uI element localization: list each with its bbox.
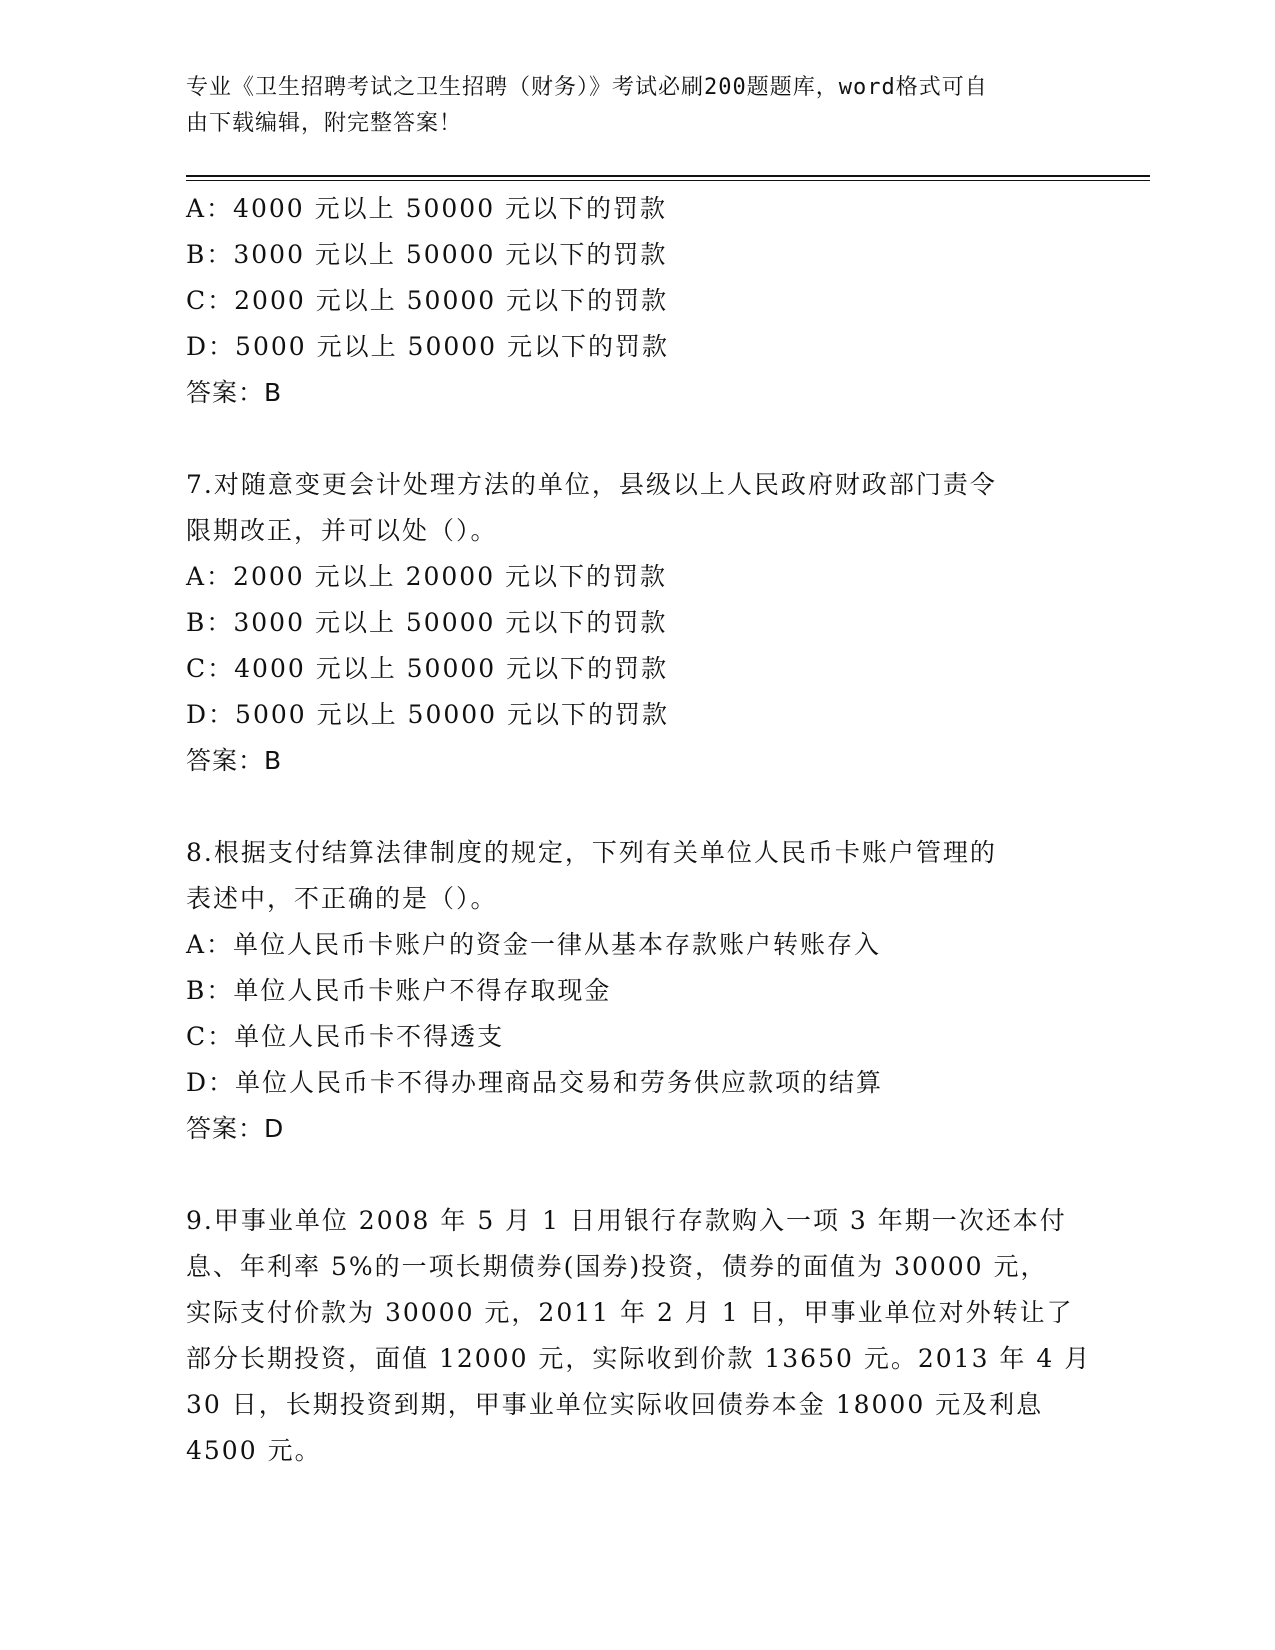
option-b: B：3000 元以上 50000 元以下的罚款 bbox=[186, 608, 668, 637]
question-stem-line: 9.甲事业单位 2008 年 5 月 1 日用银行存款购入一项 3 年期一次还本付 bbox=[186, 1206, 1067, 1235]
question-6 bbox=[186, 186, 1086, 416]
option-c: C：2000 元以上 50000 元以下的罚款 bbox=[186, 286, 669, 315]
question-stem-line: 7.对随意变更会计处理方法的单位，县级以上人民政府财政部门责令 bbox=[186, 470, 997, 499]
question-stem-line: 息、年利率 5%的一项长期债券(国券)投资，债券的面值为 30000 元， bbox=[186, 1252, 1048, 1281]
option-c: C：单位人民币卡不得透支 bbox=[186, 1022, 505, 1051]
answer: 答案：D bbox=[186, 1114, 285, 1143]
option-b: B：单位人民币卡账户不得存取现金 bbox=[186, 976, 612, 1005]
question-7 bbox=[186, 462, 1086, 784]
question-stem-line: 实际支付价款为 30000 元，2011 年 2 月 1 日，甲事业单位对外转让了 bbox=[186, 1298, 1074, 1327]
option-d: D：5000 元以上 50000 元以下的罚款 bbox=[186, 700, 670, 729]
option-c: C：4000 元以上 50000 元以下的罚款 bbox=[186, 654, 669, 683]
option-a: A：4000 元以上 50000 元以下的罚款 bbox=[186, 194, 668, 223]
question-9 bbox=[186, 1198, 1092, 1474]
question-stem-line: 表述中，不正确的是（）。 bbox=[186, 884, 498, 913]
question-content bbox=[186, 186, 1092, 1474]
header-rule-thick bbox=[186, 175, 1150, 177]
header-line-1: 专业《卫生招聘考试之卫生招聘（财务）》考试必刷200题题库，word格式可自 bbox=[186, 75, 988, 100]
document-header bbox=[186, 70, 1066, 142]
answer: 答案：B bbox=[186, 746, 283, 775]
question-stem-line: 部分长期投资，面值 12000 元，实际收到价款 13650 元。2013 年 4 月 bbox=[186, 1344, 1092, 1373]
spacer bbox=[186, 1152, 1086, 1198]
header-line-2: 由下载编辑，附完整答案！ bbox=[186, 111, 463, 136]
question-stem-line: 4500 元。 bbox=[186, 1436, 322, 1465]
spacer bbox=[186, 416, 1086, 462]
option-a: A：单位人民币卡账户的资金一律从基本存款账户转账存入 bbox=[186, 930, 882, 959]
question-stem-line: 30 日，长期投资到期，甲事业单位实际收回债券本金 18000 元及利息 bbox=[186, 1390, 1044, 1419]
question-stem-line: 限期改正，并可以处（）。 bbox=[186, 516, 498, 545]
option-d: D：单位人民币卡不得办理商品交易和劳务供应款项的结算 bbox=[186, 1068, 884, 1097]
option-d: D：5000 元以上 50000 元以下的罚款 bbox=[186, 332, 670, 361]
answer: 答案：B bbox=[186, 378, 283, 407]
option-b: B：3000 元以上 50000 元以下的罚款 bbox=[186, 240, 668, 269]
question-stem-line: 8.根据支付结算法律制度的规定，下列有关单位人民币卡账户管理的 bbox=[186, 838, 997, 867]
option-a: A：2000 元以上 20000 元以下的罚款 bbox=[186, 562, 668, 591]
spacer bbox=[186, 784, 1086, 830]
header-rule-thin bbox=[186, 180, 1150, 181]
question-8 bbox=[186, 830, 1086, 1152]
